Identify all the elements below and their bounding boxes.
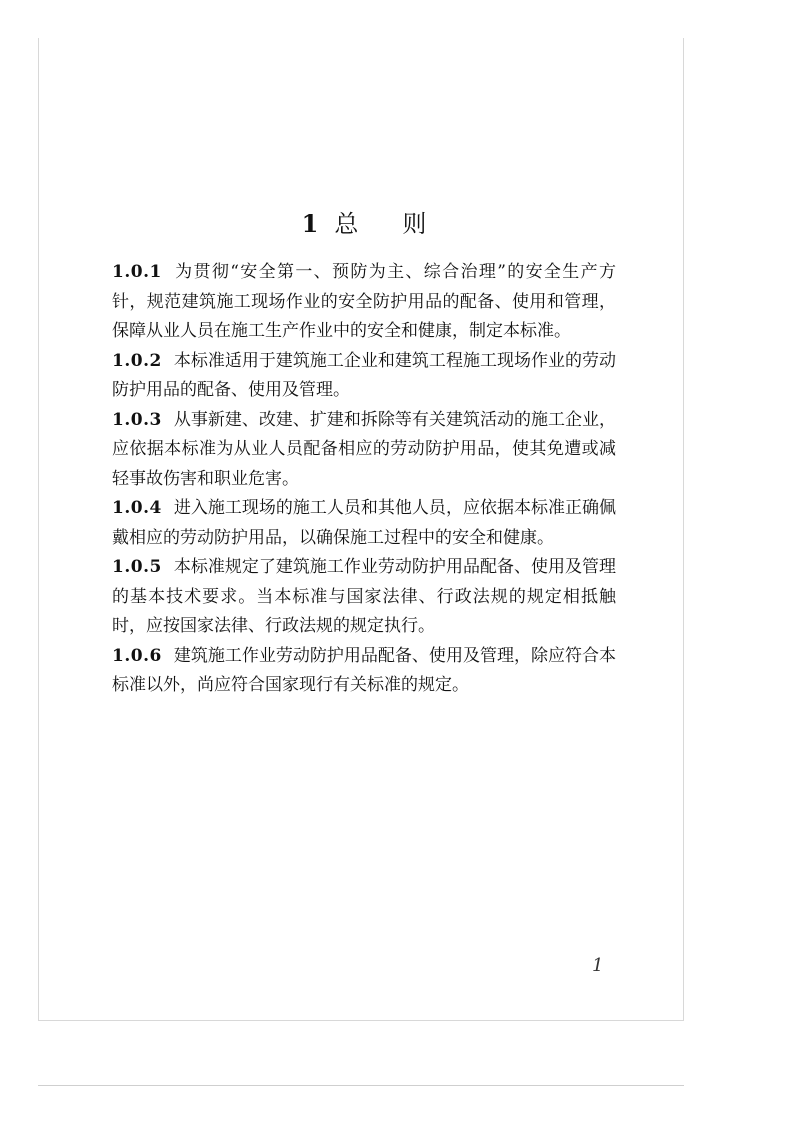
chapter-title-char-2: 则 xyxy=(402,210,429,239)
page-number: 1 xyxy=(592,955,604,976)
clause-1-0-1 xyxy=(112,258,616,347)
bottom-rule xyxy=(38,1085,684,1086)
chapter-title-char-1: 总 xyxy=(334,210,361,239)
clause-1-0-6 xyxy=(112,642,616,701)
chapter-title xyxy=(0,204,730,239)
clause-number: 1.0.2 xyxy=(112,350,162,371)
clause-1-0-5 xyxy=(112,553,616,642)
clause-number: 1.0.6 xyxy=(112,645,162,666)
clause-text: 建筑施工作业劳动防护用品配备、使用及管理，除应符合本标准以外，尚应符合国家现行有关标准的规定。 xyxy=(112,645,616,695)
clause-number: 1.0.1 xyxy=(112,262,162,282)
clause-number: 1.0.4 xyxy=(112,498,162,518)
clause-1-0-3 xyxy=(112,406,616,495)
clause-text: 为贯彻“安全第一、预防为主、综合治理”的安全生产方针，规范建筑施工现场作业的安全防护用品的配备、使用和管理，保障从业人员在施工生产作业中的安全和健康，制定本标准。 xyxy=(112,262,616,341)
clause-1-0-2 xyxy=(112,347,616,406)
clause-text: 进入施工现场的施工人员和其他人员，应依据本标准正确佩戴相应的劳动防护用品，以确保施工过程中的安全和健康。 xyxy=(112,498,616,548)
clause-number: 1.0.3 xyxy=(112,409,162,430)
clause-list xyxy=(112,258,616,701)
chapter-number: 1 xyxy=(301,209,321,239)
clause-1-0-4 xyxy=(112,494,616,553)
clause-number: 1.0.5 xyxy=(112,557,162,577)
clause-text: 本标准规定了建筑施工作业劳动防护用品配备、使用及管理的基本技术要求。当本标准与国家法律、行政法规的规定相抵触时，应按国家法律、行政法规的规定执行。 xyxy=(112,557,616,636)
clause-text: 本标准适用于建筑施工企业和建筑工程施工现场作业的劳动防护用品的配备、使用及管理。 xyxy=(112,350,616,400)
clause-text: 从事新建、改建、扩建和拆除等有关建筑活动的施工企业，应依据本标准为从业人员配备相应的劳动防护用品，使其免遭或减轻事故伤害和职业危害。 xyxy=(112,409,616,489)
